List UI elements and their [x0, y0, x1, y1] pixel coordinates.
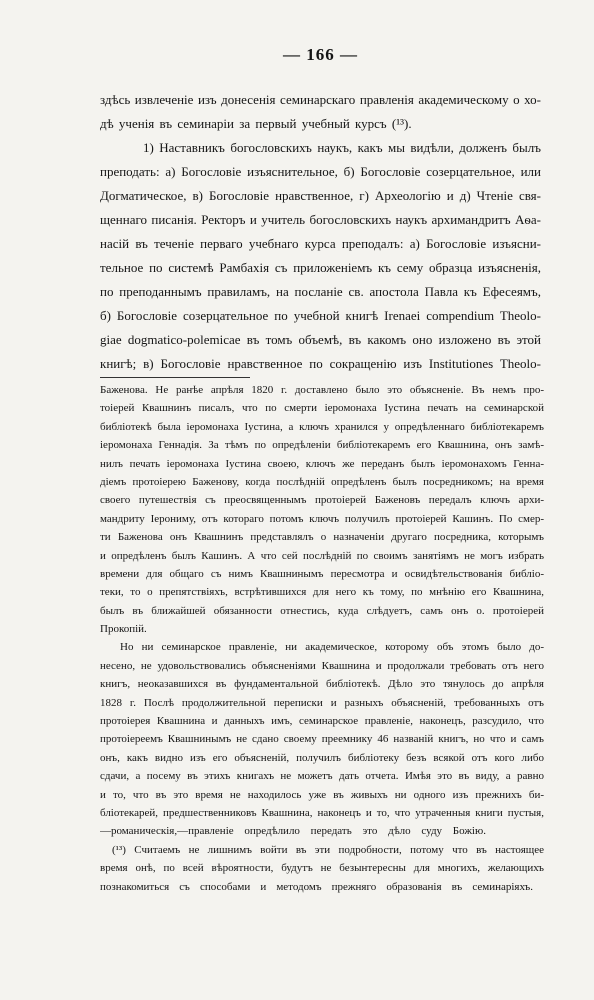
- main-text-line: здѣсь извлеченіе изъ донесенія семинарскаго правленія академическому о хо-: [100, 92, 541, 107]
- footnote-line: библіотекѣ была іеромонаха Іустина, а ключъ хранился у опредѣленнаго библіотекаремъ: [100, 420, 544, 433]
- footnote-line: время онѣ, по всей вѣроятности, будутъ не безынтересны для многихъ, желающихъ: [100, 862, 544, 875]
- footnote-separator: [100, 377, 250, 378]
- page-number: — 166 —: [283, 45, 358, 64]
- footnote-line: тоіерей Квашнинъ писалъ, что по смерти іеромонаха Іустина печать на семинарской: [100, 402, 544, 415]
- footnotes: [100, 381, 544, 896]
- footnote-line: онъ, какъ видно изъ его объясненій, получилъ библіотеку безъ всякой отъ кого либо: [100, 751, 544, 764]
- footnote-line: познакомиться съ способами и методомъ прежняго образованія въ семинаріяхъ.: [100, 880, 533, 893]
- footnote-line: протоіерея Квашнина и данныхъ имъ, семинарское правленіе, наконецъ, разсудило, что: [100, 715, 544, 728]
- footnote-13: [100, 841, 544, 896]
- footnote-line: [100, 841, 544, 859]
- main-text-line: по преподаннымъ правиламъ, на посланіе св. апостола Павла къ Ефесеямъ,: [100, 284, 541, 299]
- footnote-line-text: Считаемъ не лишнимъ войти въ эти подробности, потому что въ настоящее: [134, 843, 544, 856]
- footnote-line: времени для общаго съ нимъ Квашнинымъ пересмотра и освидѣтельствованія библіо-: [100, 567, 544, 580]
- footnote-line: іеромонаха Геннадія. За тѣмъ по опредѣленіи библіотекаремъ его Квашнина, онъ замѣ-: [100, 439, 544, 452]
- footnote-marker: (¹³): [112, 843, 126, 856]
- main-text-line: 1) Наставникъ богословскихъ наукъ, какъ мы видѣли, долженъ былъ: [143, 140, 541, 155]
- main-text-line: Догматическое, в) Богословіе нравственное, г) Археологію и д) Чтеніе свя-: [100, 188, 541, 203]
- footnote-line: сдачи, а посему въ этихъ книгахъ не можетъ дать отчета. Имѣя это въ виду, а равно: [100, 770, 544, 783]
- main-text-line: б) Богословіе созерцательное по учебной книгѣ Irenaei compendium Theolo-: [100, 308, 541, 323]
- main-paragraph: [100, 88, 541, 136]
- footnote-line: мандриту Іерониму, отъ котораго потомъ ключъ получилъ протоіерей Кашинъ. По смер-: [100, 512, 544, 525]
- footnote-line: теки, то о препятствіяхъ, встрѣтившихся для него къ тому, по мнѣнію его Квашнина,: [100, 586, 544, 599]
- footnote-line: нилъ печать іеромонаха Іустина своею, ключъ же переданъ былъ іеромонахомъ Генна-: [100, 457, 544, 470]
- footnote-continuation-paragraph: [100, 381, 544, 638]
- footnote-line: Баженова. Не ранѣе апрѣля 1820 г. доставлено было это объясненіе. Въ немъ про-: [100, 384, 544, 396]
- footnote-line: и опредѣленъ былъ Кашинъ. А что сей послѣдній по своимъ занятіямъ не могъ избрать: [100, 549, 544, 562]
- footnote-line: бліотекарей, предшественниковъ Квашнина, наконецъ и то, что утраченныя книги пустыя,: [100, 806, 544, 819]
- main-text-line: преподать: а) Богословіе изъяснительное, б) Богословіе созерцательное, или: [100, 164, 541, 179]
- main-text-line: щеннаго писанія. Ректоръ и учитель богословскихъ наукъ архимандритъ Аѳа-: [100, 212, 541, 227]
- main-text-line: дѣ ученія въ семинаріи за первый учебный курсъ (¹³).: [100, 116, 412, 131]
- footnote-line: протоіереемъ Квашнинымъ не сдано своему преемнику 46 названій книгъ, но что и самъ: [100, 733, 544, 746]
- footnote-line: несено, не удовольствовались объясненіями Квашнина и продолжали требовать отъ него: [100, 659, 544, 672]
- footnote-line: книгъ, неоказавшихся въ фундаментальной библіотекѣ. Дѣло это тянулось до апрѣля: [100, 678, 544, 691]
- footnote-line: былъ въ ближайшей обязанности отнестись, куда слѣдуетъ, самъ онъ о. протоіерей: [100, 604, 544, 617]
- main-text-line: тельное по системѣ Рамбахія съ приложеніемъ къ сему образца изъясненія,: [100, 260, 541, 275]
- main-text-line: насій въ теченіе перваго учебнаго курса преподалъ: а) Богословіе изъясни-: [100, 236, 541, 251]
- footnote-line: діемъ протоіерею Баженову, когда послѣдній опредѣленъ былъ посредникомъ; на время: [100, 475, 544, 488]
- footnote-line: своего путешествія съ преосвященнымъ протоіерей Баженовъ передалъ ключъ архи-: [100, 494, 544, 507]
- footnote-line: 1828 г. Послѣ продолжительной переписки и разныхъ объясненій, требованныхъ отъ: [100, 696, 544, 709]
- footnote-paragraph: [100, 638, 544, 840]
- footnote-line: Но ни семинарское правленіе, ни академическое, которому объ этомъ было до-: [120, 641, 544, 654]
- footnote-line: —романическія,—правленіе опредѣлило передать это дѣло суду Божію.: [100, 825, 486, 838]
- footnote-line: Прокопій.: [100, 623, 147, 636]
- main-text: [100, 88, 541, 376]
- footnote-line: ти Баженова онъ Квашнинъ представлялъ о назначеніи другаго посредника, которымъ: [100, 531, 544, 544]
- main-text-line: giae dogmatico-polemicae въ томъ объемѣ, въ какомъ оно изложено въ этой: [100, 332, 541, 347]
- main-paragraph: [100, 136, 541, 376]
- footnote-line: и то, что въ это время не находилось уже въ живыхъ ни одного изъ прежнихъ би-: [100, 788, 544, 801]
- main-text-line: книгѣ; в) Богословіе нравственное по сокращенію изъ Institutiones Theolo-: [100, 356, 541, 371]
